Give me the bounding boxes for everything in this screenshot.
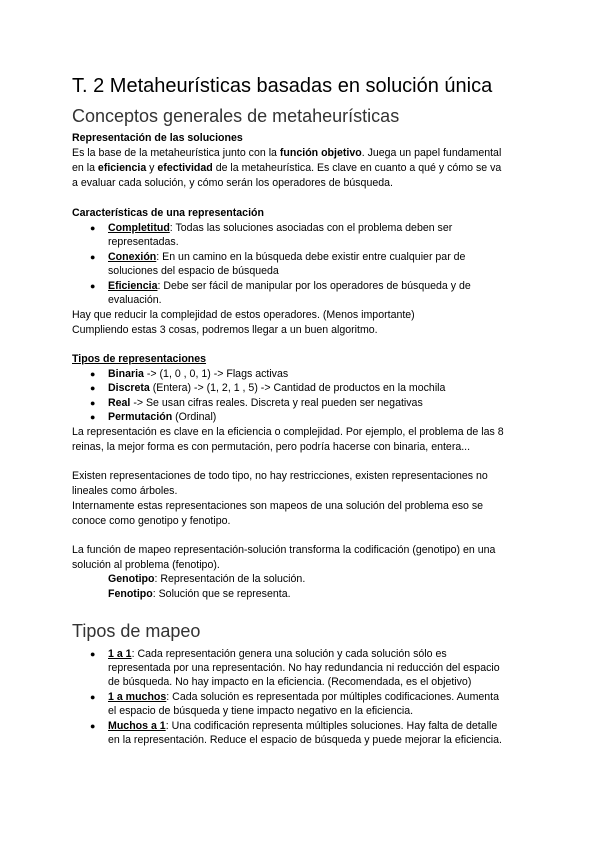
definition-fenotipo: Fenotipo: Solución que se representa. [108, 588, 291, 600]
paragraph-line: conoce como genotipo y fenotipo. [72, 515, 231, 527]
paragraph-line: La representación es clave en la eficiencia o complejidad. Por ejemplo, el problema de las 8 [72, 426, 504, 438]
bullet-icon: ● [90, 252, 96, 262]
paragraph-line: Hay que reducir la complejidad de estos operadores. (Menos importante) [72, 309, 415, 321]
bullet-icon: ● [90, 692, 96, 702]
list-item: Conexión: En un camino en la búsqueda debe existir entre cualquier par de [108, 251, 466, 263]
bullet-icon: ● [90, 281, 96, 291]
paragraph-line: lineales como árboles. [72, 485, 178, 497]
section-heading-conceptos: Conceptos generales de metaheurísticas [72, 106, 400, 126]
definition-genotipo: Genotipo: Representación de la solución. [108, 573, 306, 585]
list-item: Discreta (Entera) -> (1, 2, 1 , 5) -> Cantidad de productos en la mochila [108, 382, 446, 394]
bullet-icon: ● [90, 383, 96, 393]
paragraph-line: reinas, la mejor forma es con permutación, pero podría hacerse con binaria, entera... [72, 441, 471, 453]
section-heading-tipos-mapeo: Tipos de mapeo [72, 621, 201, 641]
subheading-caracteristicas: Características de una representación [72, 207, 264, 219]
list-item-continuation: evaluación. [108, 294, 162, 306]
bullet-icon: ● [90, 412, 96, 422]
paragraph-line: La función de mapeo representación-solución transforma la codificación (genotipo) en una [72, 544, 496, 556]
list-item: Binaria -> (1, 0 , 0, 1) -> Flags activas [108, 368, 289, 380]
paragraph-line: Internamente estas representaciones son mapeos de una solución del problema eso se [72, 500, 484, 512]
subheading-tipos-representaciones: Tipos de representaciones [72, 353, 207, 365]
list-item-continuation: en la representación. Reduce el espacio de búsqueda y puede mejorar la eficiencia. [108, 734, 502, 746]
bullet-icon: ● [90, 223, 96, 233]
list-item: Muchos a 1: Una codificación representa múltiples soluciones. Hay falta de detalle [108, 720, 498, 732]
bullet-icon: ● [90, 398, 96, 408]
list-item-continuation: el espacio de búsqueda y tiene impacto negativo en la eficiencia. [108, 705, 414, 717]
list-item: Permutación (Ordinal) [108, 411, 217, 423]
list-item: 1 a muchos: Cada solución es representada por múltiples codificaciones. Aumenta [108, 691, 500, 703]
list-item: Eficiencia: Debe ser fácil de manipular por los operadores de búsqueda y de [108, 280, 471, 292]
paragraph-line: Existen representaciones de todo tipo, no hay restricciones, existen representaciones no [72, 470, 488, 482]
bullet-icon: ● [90, 649, 96, 659]
list-item-continuation: de búsqueda. No hay impacto en la eficiencia. (Recomendada, es el objetivo) [108, 676, 472, 688]
bullet-icon: ● [90, 369, 96, 379]
list-item-continuation: representadas. [108, 236, 179, 248]
subheading-representacion: Representación de las soluciones [72, 132, 243, 144]
paragraph-line: a evaluar cada solución, y cómo serán los operadores de búsqueda. [72, 177, 393, 189]
list-item: 1 a 1: Cada representación genera una solución y cada solución sólo es [108, 648, 447, 660]
bullet-icon: ● [90, 721, 96, 731]
paragraph-line: en la eficiencia y efectividad de la metaheurística. Es clave en cuanto a qué y cómo se va [72, 162, 502, 174]
list-item-continuation: soluciones del espacio de búsqueda [108, 265, 279, 277]
list-item: Completitud: Todas las soluciones asociadas con el problema deben ser [108, 222, 453, 234]
list-item: Real -> Se usan cifras reales. Discreta y real pueden ser negativas [108, 397, 423, 409]
page-title: T. 2 Metaheurísticas basadas en solución única [72, 75, 493, 97]
paragraph-line: Es la base de la metaheurística junto con la función objetivo. Juega un papel fundamental [72, 147, 502, 159]
paragraph-line: solución al problema (fenotipo). [72, 559, 220, 571]
paragraph-line: Cumpliendo estas 3 cosas, podremos llegar a un buen algoritmo. [72, 324, 378, 336]
list-item-continuation: representada por una representación. No hay redundancia ni reducción del espacio [108, 662, 500, 674]
